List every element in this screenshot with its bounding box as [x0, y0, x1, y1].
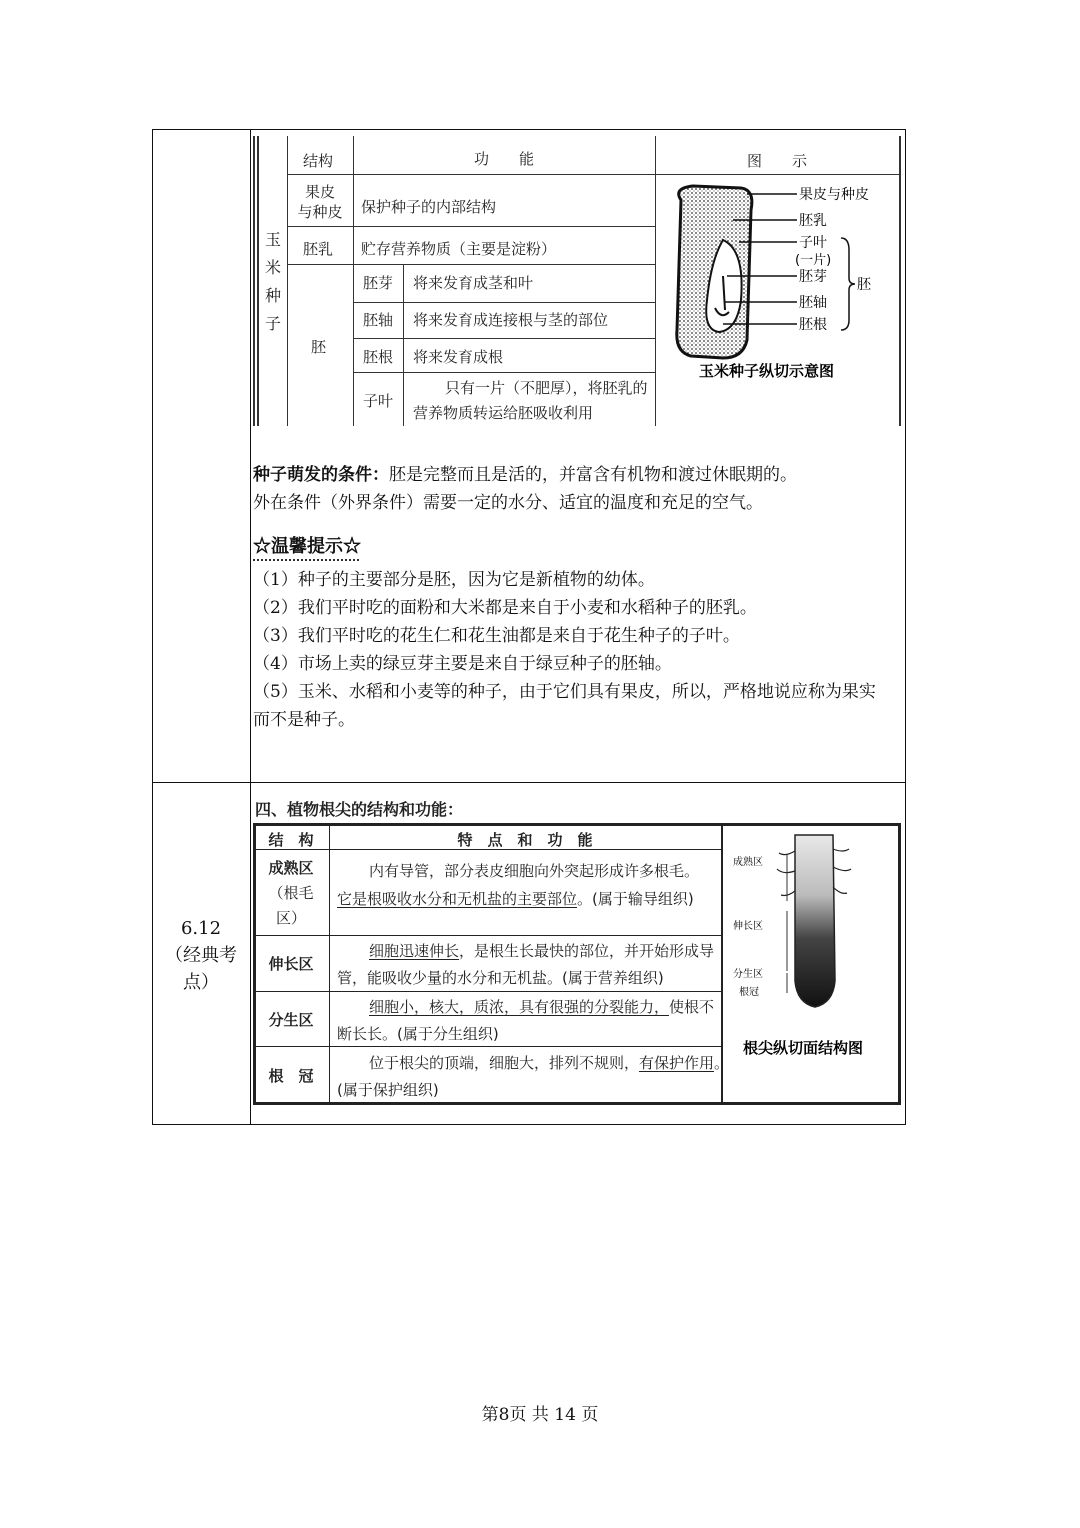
- svg-text:果皮与种皮: 果皮与种皮: [799, 187, 869, 203]
- svg-text:胚乳: 胚乳: [799, 213, 827, 229]
- tip-1: （1）种子的主要部分是胚，因为它是新植物的幼体。: [253, 570, 655, 590]
- root-tip-table: [253, 795, 901, 1110]
- zone-meristem-text: 细胞小，核大，质浓，具有很强的分裂能力，使根不 断长长。(属于分生组织): [337, 998, 715, 1043]
- row-label-line2: （经典考: [165, 945, 237, 966]
- radicle-function: 将来发育成根: [413, 348, 504, 366]
- svg-text:成熟区: 成熟区: [733, 857, 763, 868]
- endosperm-function: 贮存营养物质（主要是淀粉）: [361, 240, 557, 258]
- svg-text:胚芽: 胚芽: [799, 269, 827, 285]
- svg-text:胚轴: 胚轴: [799, 295, 827, 311]
- germination-line-1: [253, 461, 797, 489]
- plumule-label: 胚芽: [363, 274, 394, 292]
- svg-text:根冠: 根冠: [739, 987, 759, 998]
- corn-seed-diagram: [663, 180, 897, 380]
- tip-3: （3）我们平时吃的花生仁和花生油都是来自于花生种子的子叶。: [253, 626, 740, 646]
- zone-root-cap-text: 位于根尖的顶端，细胞大，排列不规则，有保护作用。 (属于保护组织): [337, 1054, 730, 1099]
- page-footer: 第8页 共 14 页: [481, 1405, 599, 1425]
- zone-meristem: 分生区: [268, 1011, 314, 1029]
- plumule-function: 将来发育成茎和叶: [413, 274, 534, 292]
- root-tip-diagram: [729, 831, 895, 1099]
- svg-text:玉米种子纵切示意图: 玉米种子纵切示意图: [699, 362, 835, 380]
- tip-4: （4）市场上卖的绿豆芽主要是来自于绿豆种子的胚轴。: [253, 654, 672, 674]
- header-structure: 结构: [303, 152, 334, 170]
- endosperm-label: 胚乳: [303, 240, 334, 258]
- corn-seed-side-label: 玉 米 种 子: [264, 230, 281, 333]
- zone-mature: 成熟区 （根毛 区）: [268, 859, 314, 927]
- header-diagram: 图 示: [746, 152, 807, 170]
- germination-label: 种子萌发的条件：: [253, 465, 389, 485]
- germination-internal: 胚是完整而且是活的，并富含有机物和渡过休眠期的。: [389, 465, 797, 485]
- zone-root-cap: 根 冠: [268, 1067, 314, 1085]
- cotyledon-label: 子叶: [363, 392, 394, 410]
- pericarp-function: 保护种子的内部结构: [361, 198, 497, 216]
- tips-title: ☆温馨提示☆: [253, 536, 361, 557]
- pericarp-label: 果皮 与种皮: [297, 183, 343, 221]
- root-header-feature: 特 点 和 功 能: [457, 831, 593, 849]
- svg-text:(一片): (一片): [795, 253, 832, 268]
- row-label-date: 6.12: [180, 918, 222, 939]
- svg-text:胚: 胚: [857, 277, 871, 293]
- root-heading: 四、植物根尖的结构和功能：: [255, 800, 464, 819]
- tip-5-cont: 而不是种子。: [253, 710, 355, 730]
- zone-elongation: 伸长区: [268, 955, 314, 973]
- cotyledon-function: 只有一片（不肥厚），将胚乳的 营养物质转运给胚吸收利用: [413, 379, 648, 422]
- svg-text:胚根: 胚根: [799, 317, 827, 333]
- svg-text:子叶: 子叶: [799, 235, 827, 251]
- row-label-line3: 点）: [183, 972, 219, 993]
- zone-mature-text: 内有导管，部分表皮细胞向外突起形成许多根毛。 它是根吸收水分和无机盐的主要部位。(属于输导组织): [337, 862, 700, 908]
- hypocotyl-label: 胚轴: [363, 311, 394, 329]
- svg-text:根尖纵切面结构图: 根尖纵切面结构图: [743, 1039, 864, 1057]
- row-label: [152, 915, 250, 996]
- row-divider: [152, 782, 906, 783]
- tip-5: （5）玉米、水稻和小麦等的种子，由于它们具有果皮，所以，严格地说应称为果实: [253, 682, 876, 702]
- hypocotyl-function: 将来发育成连接根与茎的部位: [413, 311, 609, 329]
- root-header-structure: 结 构: [268, 831, 314, 849]
- radicle-label: 胚根: [363, 348, 394, 366]
- zone-elongation-text: 细胞迅速伸长，是根生长最快的部位，并开始形成导 管，能吸收少量的水分和无机盐。(属于营养组织): [337, 942, 715, 987]
- svg-text:分生区: 分生区: [733, 969, 763, 980]
- embryo-label: 胚: [311, 338, 327, 356]
- column-divider: [250, 129, 251, 1125]
- germination-external: 外在条件（外界条件）需要一定的水分、适宜的温度和充足的空气。: [253, 493, 763, 513]
- svg-text:伸长区: 伸长区: [733, 921, 763, 932]
- corn-seed-table: [253, 136, 901, 426]
- tip-2: （2）我们平时吃的面粉和大米都是来自于小麦和水稻种子的胚乳。: [253, 598, 757, 618]
- header-function: 功 能: [473, 150, 534, 168]
